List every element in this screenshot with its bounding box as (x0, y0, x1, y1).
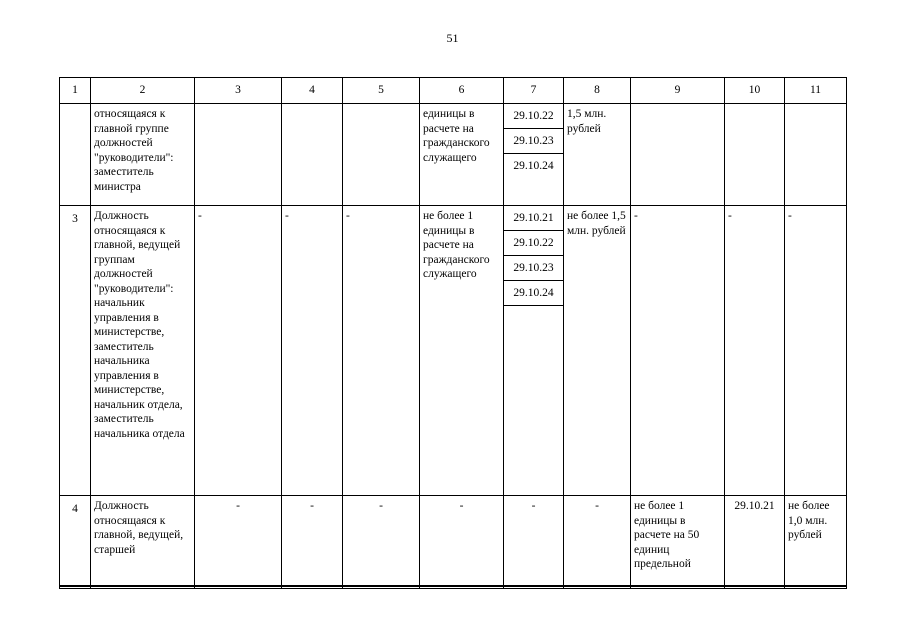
cell-empty (785, 104, 847, 206)
cell-dash: - (725, 206, 785, 496)
dates-cell (504, 206, 564, 496)
row-number: 4 (60, 496, 91, 589)
cell-empty (343, 104, 420, 206)
header-cell-10: 10 (725, 78, 785, 104)
dates-cell (504, 104, 564, 206)
cell-dash: - (195, 496, 282, 589)
header-cell-4: 4 (282, 78, 343, 104)
header-cell-5: 5 (343, 78, 420, 104)
cell-dash: - (785, 206, 847, 496)
header-cell-11: 11 (785, 78, 847, 104)
cell-empty (725, 104, 785, 206)
page-number: 51 (446, 31, 459, 45)
price-limit: 1,5 млн. рублей (564, 104, 631, 206)
table-bottom-rule (59, 585, 846, 587)
row-number: 3 (60, 206, 91, 496)
quantity-norm: единицы в расчете на гражданского служащего (420, 104, 504, 206)
cell-dash: - (631, 206, 725, 496)
date-value: 29.10.23 (504, 256, 563, 281)
cell-empty (631, 104, 725, 206)
table-row-continued (60, 104, 847, 206)
position-description: Должность относящаяся к главной, ведущей, старшей (91, 496, 195, 589)
cell-dash: - (504, 496, 564, 589)
header-cell-8: 8 (564, 78, 631, 104)
cell-dash: - (195, 206, 282, 496)
quantity-norm: не более 1 единицы в расчете на гражданского служащего (420, 206, 504, 496)
header-cell-6: 6 (420, 78, 504, 104)
header-cell-3: 3 (195, 78, 282, 104)
price-limit: не более 1,0 млн. рублей (785, 496, 847, 589)
header-row (60, 78, 847, 104)
cell-dash: - (420, 496, 504, 589)
position-description: Должность относящаяся к главной, ведущей группам должностей "руководители": начальник управления в министерстве, заместитель начальника управления в министерстве, начальник отдела, заместитель начальника отдела (91, 206, 195, 496)
cell-empty (195, 104, 282, 206)
position-description: относящаяся к главной группе должностей "руководители": заместитель министра (91, 104, 195, 206)
cell-empty (282, 104, 343, 206)
table-row-3 (60, 206, 847, 496)
cell-dash: - (564, 496, 631, 589)
document-table (59, 77, 847, 589)
date-value: 29.10.22 (504, 104, 563, 129)
header-cell-2: 2 (91, 78, 195, 104)
header-cell-1: 1 (60, 78, 91, 104)
price-limit: не более 1,5 млн. рублей (564, 206, 631, 496)
cell-num-empty (60, 104, 91, 206)
table-row-4 (60, 496, 847, 589)
cell-dash: - (282, 206, 343, 496)
date-value: 29.10.22 (504, 231, 563, 256)
date-value: 29.10.21 (504, 206, 563, 231)
cell-dash: - (282, 496, 343, 589)
header-cell-7: 7 (504, 78, 564, 104)
date-value: 29.10.21 (725, 496, 785, 589)
cell-dash: - (343, 206, 420, 496)
date-value: 29.10.24 (504, 281, 563, 306)
cell-dash: - (343, 496, 420, 589)
header-cell-9: 9 (631, 78, 725, 104)
quantity-norm: не более 1 единицы в расчете на 50 единиц предельной (631, 496, 725, 589)
date-value: 29.10.23 (504, 129, 563, 154)
date-value: 29.10.24 (513, 160, 554, 172)
